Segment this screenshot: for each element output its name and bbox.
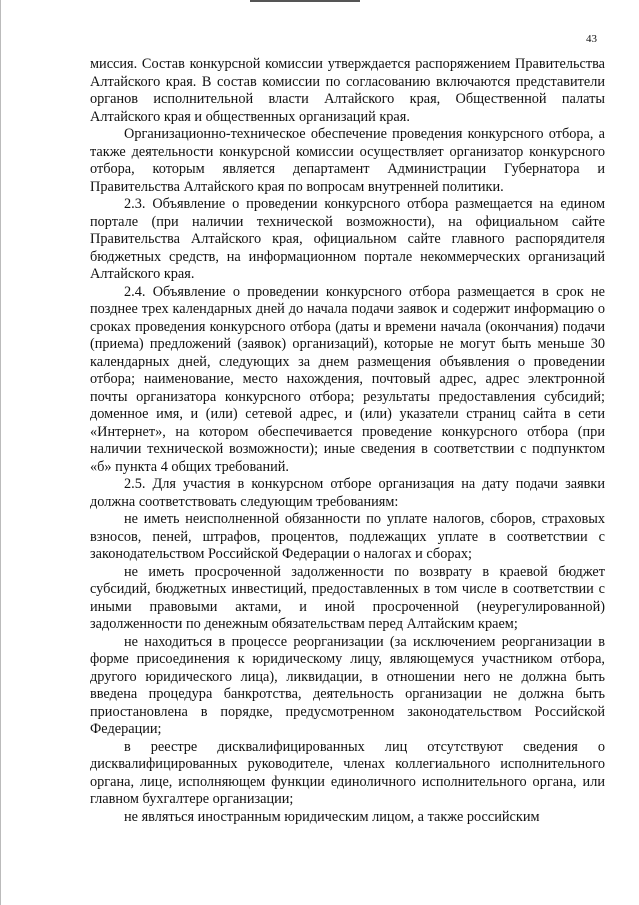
paragraph: 2.4. Объявление о проведении конкурсного отбора размещается в срок не позднее трех календарных дней до начала подачи заявок и содержит информацию о сроках проведения конкурсного отбора (даты и времени начала (окончания) подачи (приема) предложений (заявок) организаций), которые не могут быть меньше 30 календарных дней, следующих за днем размещения объявления о проведении отбора; наименование, место нахождения, почтовый адрес, адрес электронной почты организатора конкурсного отбора; результаты предоставления субсидий; доменное имя, и (или) сетевой адрес, и (или) указатели страниц сайта в сети «Интернет», на котором обеспечивается проведение конкурсного отбора (при наличии технической возможности); иные сведения в соответствии с подпунктом «б» пункта 4 общих требований. bbox=[90, 283, 605, 475]
paragraph: миссия. Состав конкурсной комиссии утверждается распоряжением Правительства Алтайского края. В состав комиссии по согласованию включаются представители органов исполнительной власти Алтайского края, Общественной палаты Алтайского края и общественных организаций края. bbox=[90, 56, 605, 125]
document-body bbox=[90, 56, 605, 826]
paragraph: 2.5. Для участия в конкурсном отборе организация на дату подачи заявки должна соответствовать следующим требованиям: bbox=[90, 476, 605, 510]
scan-left-border bbox=[0, 0, 1, 905]
page-number: 43 bbox=[586, 33, 597, 45]
paragraph: не иметь неисполненной обязанности по уплате налогов, сборов, страховых взносов, пеней, штрафов, процентов, подлежащих уплате в соответствии с законодательством Российской Федерации о налогах и сборах; bbox=[90, 511, 605, 562]
paragraph: не находиться в процессе реорганизации (за исключением реорганизации в форме присоединения к юридическому лицу, являющемуся участником отбора, другого юридического лица), ликвидации, в отношении него не должна быть введена процедура банкротства, деятельность организации не должна быть приостановлена в порядке, предусмотренном законодательством Российской Федерации; bbox=[90, 633, 605, 737]
paragraph: Организационно-техническое обеспечение проведения конкурсного отбора, а также деятельности конкурсной комиссии осуществляет организатор конкурсного отбора, которым является департамент Администрации Губернатора и Правительства Алтайского края по вопросам внутренней политики. bbox=[90, 126, 605, 195]
paragraph: 2.3. Объявление о проведении конкурсного отбора размещается на едином портале (при наличии технической возможности), на официальном сайте Правительства Алтайского края, официальном сайте главного распорядителя бюджетных средств, на информационном портале некоммерческих организаций Алтайского края. bbox=[90, 196, 605, 282]
scan-edge-mark bbox=[250, 0, 360, 2]
paragraph: не являться иностранным юридическим лицом, а также российским bbox=[124, 808, 540, 825]
paragraph: не иметь просроченной задолженности по возврату в краевой бюджет субсидий, бюджетных инвестиций, предоставленных в том числе в соответствии с иными правовыми актами, и иной просроченной (неурегулированной) задолженности по денежным обязательствам перед Алтайским краем; bbox=[90, 563, 605, 632]
paragraph: в реестре дисквалифицированных лиц отсутствуют сведения о дисквалифицированных руководителе, членах коллегиального исполнительного органа, лице, исполняющем функции единоличного исполнительного органа, или главном бухгалтере организации; bbox=[90, 738, 605, 807]
